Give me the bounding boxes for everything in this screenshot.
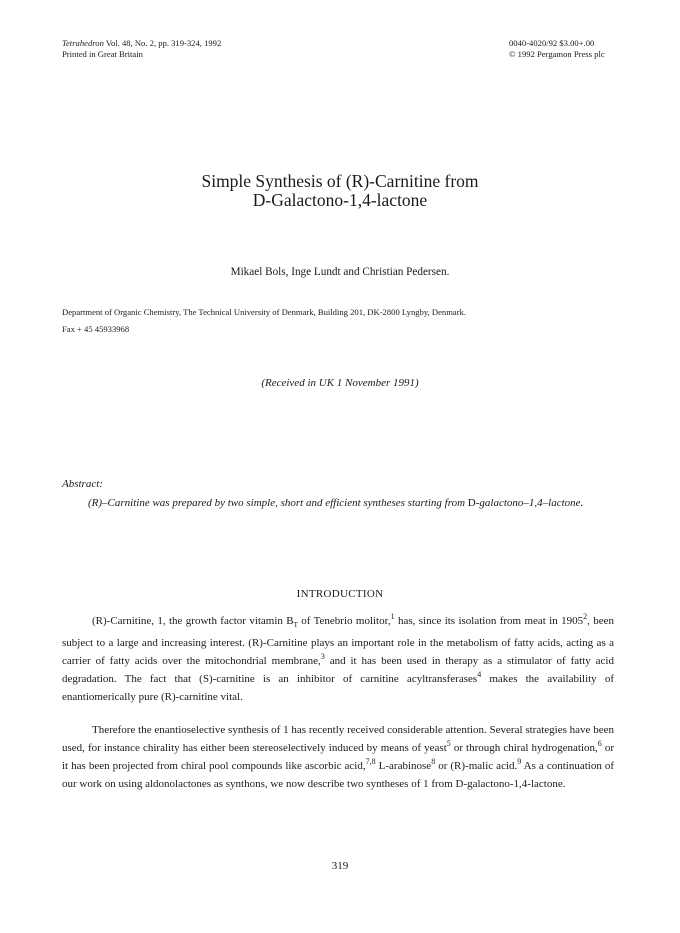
volume-info: Vol. 48, No. 2, pp. 319-324, 1992 — [105, 38, 222, 48]
introduction-heading: INTRODUCTION — [296, 588, 384, 600]
p2-text-g: -galactono-1,4-lactone. — [463, 778, 566, 790]
p2-text-e: or (R)-malic acid. — [435, 760, 518, 772]
abstract-sentence: (R)–Carnitine was prepared by two simple, short and efficient syntheses starting from — [88, 497, 466, 509]
p2-text-f: As a continuation of our work on using aldonolactones as synthons, we now describe two syntheses of 1 from — [62, 760, 615, 790]
p2-text-d: -arabinose — [385, 760, 432, 772]
affiliation-address: Department of Organic Chemistry, The Technical University of Denmark, Building 201, DK-2800 Lyngby, Denmark. — [62, 307, 467, 317]
p2-config-prefix-d: D — [455, 778, 464, 790]
abstract-config-prefix: D — [467, 497, 476, 509]
author-list: Mikael Bols, Inge Lundt and Christian Pedersen. — [230, 266, 450, 278]
ref-4: 4 — [477, 670, 482, 680]
printed-location: Printed in Great Britain — [62, 49, 143, 59]
p2-text-a: Therefore the enantioselective synthesis of 1 has recently received considerable attention. Several strategies have been used, for instance chirality has either been stereoselectively induced by means of yeast — [62, 724, 614, 754]
ref-9: 9 — [517, 757, 522, 766]
p1-text-c: has, since its isolation from meat in 1905 — [394, 615, 584, 627]
title-config-prefix: D — [252, 190, 266, 210]
ref-6: 6 — [597, 739, 602, 748]
copyright-line: © 1992 Pergamon Press plc — [509, 49, 605, 59]
p1-text-b: of Tenebrio molitor, — [297, 615, 391, 627]
ref-3: 3 — [320, 652, 325, 662]
p1-text-d: , been subject to a large and increasing interest. (R)-Carnitine plays an important role in the metabolism of fatty acids, acting as a carrier of fatty acids over the mitochondrial membrane, — [62, 615, 614, 668]
p2-text-c: or it has been projected from chiral pool compounds like ascorbic acid, — [62, 742, 614, 772]
p1-text-e: and it has been used in therapy as a stimulator of fatty acid degradation. The fact that (S)-carnitine is an inhibitor of carnitine acyltransferases — [62, 655, 614, 686]
p1-subscript: T — [293, 621, 298, 630]
intro-paragraph-2 — [62, 721, 614, 793]
title-line-1: Simple Synthesis of (R)-Carnitine from — [201, 171, 479, 191]
affiliation-fax: Fax + 45 45933968 — [62, 324, 130, 334]
p1-text-f: makes the availability of enantiomerically pure (R)-carnitine vital. — [62, 673, 614, 704]
ref-7-8: 7,8 — [365, 757, 376, 766]
abstract-sentence-end: -galactono–1,4–lactone. — [475, 497, 584, 509]
affiliation — [62, 304, 622, 338]
article-code: 0040-4020/92 $3.00+.00 — [509, 38, 595, 48]
running-header-left — [62, 38, 221, 60]
ref-1: 1 — [390, 612, 395, 621]
p2-text-b: or through chiral hydrogenation, — [450, 742, 598, 754]
running-header-right — [509, 38, 605, 60]
title-line-2 — [0, 191, 680, 210]
journal-citation — [62, 38, 221, 49]
p2-config-prefix-l: L — [378, 760, 386, 772]
ref-5: 5 — [446, 739, 451, 748]
intro-paragraph-1 — [62, 612, 614, 706]
journal-name: Tetrahedron — [62, 38, 104, 48]
ref-2: 2 — [583, 612, 588, 621]
page-number: 319 — [331, 860, 349, 872]
title-line-2-text: -Galactono-1,4-lactone — [265, 190, 428, 210]
p1-text-a: (R)-Carnitine, 1, the growth factor vitamin B — [92, 615, 294, 627]
received-date: (Received in UK 1 November 1991) — [261, 377, 419, 389]
abstract-text — [62, 494, 612, 512]
paper-title — [0, 172, 680, 210]
abstract-heading: Abstract: — [62, 478, 103, 490]
ref-8: 8 — [431, 757, 436, 766]
